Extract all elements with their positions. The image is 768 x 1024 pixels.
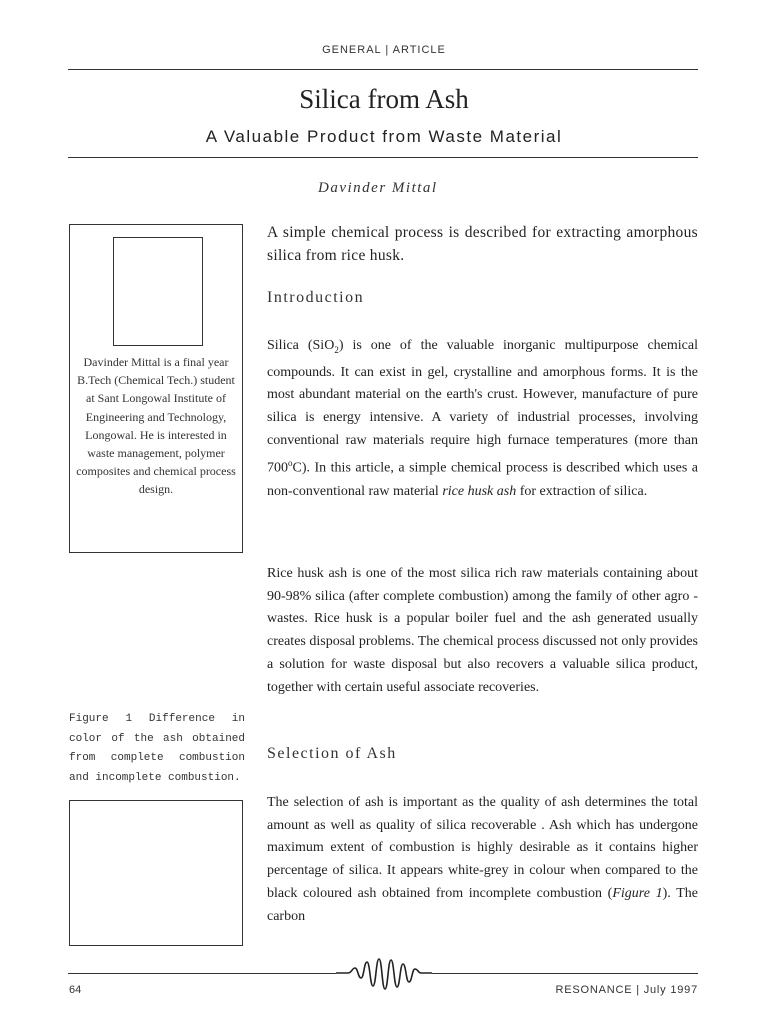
figure-reference: Figure 1	[612, 885, 663, 901]
resonance-wave-logo	[336, 956, 432, 992]
author-photo-placeholder	[113, 237, 203, 346]
rice-husk-ash-term: rice husk ash	[442, 483, 517, 499]
title-rule	[68, 157, 698, 158]
lead-paragraph: A simple chemical process is described for extracting amorphous silica from rice husk.	[267, 224, 698, 264]
article-title: Silica from Ash	[299, 84, 469, 114]
selection-paragraph-1: The selection of ash is important as the quality of ash determines the total amount as well as quality of silica recoverable . Ash which has undergone maximum extent of combustion is highly desirable as it contains higher percentage of silica. It appears white-grey in colour when compared to the black coloured ash obtained from incomplete combustion (Figure 1). The carbon	[267, 795, 698, 924]
introduction-heading: Introduction	[267, 289, 365, 306]
figure-caption: Figure 1 Difference in color of the ash obtained from complete combustion and incomplete combustion.	[69, 713, 245, 784]
author-bio: Davinder Mittal is a final year B.Tech (Chemical Tech.) student at Sant Longowal Institute of Engineering and Technology, Longowal. He is interested in waste management, polymer composites and chemical process design.	[76, 355, 236, 497]
introduction-paragraph-1: Silica (SiO$_2$) is one of the valuable inorganic multipurpose chemical compounds. It can exist in gel, crystalline and amorphous forms. It is the most abundant material on the earth's crust. However, manufacture of pure silica is energy intensive. A variety of industrial processes, involving conventional raw materials require high furnace temperatures (more than 700$^o$C). In this article, a simple chemical process is described which uses a non-conventional raw material rice husk ash for extraction of silica.	[267, 338, 698, 499]
author-name: Davinder Mittal	[318, 180, 438, 196]
journal-name-date: RESONANCE | July 1997	[555, 984, 698, 996]
selection-heading: Selection of Ash	[267, 745, 397, 762]
introduction-paragraph-2: Rice husk ash is one of the most silica rich raw materials containing about 90-98% silica (after complete combustion) among the family of other agro - wastes. Rice husk is a popular boiler fuel and the ash generated usually creates disposal problems. The chemical process discussed not only provides a solution for waste disposal but also recovers a valuable silica product, together with certain useful associate recoveries.	[267, 566, 698, 695]
header-rule	[68, 69, 698, 70]
figure-1-placeholder	[69, 800, 243, 946]
section-label: GENERAL | ARTICLE	[322, 44, 446, 56]
author-bio-box	[69, 224, 243, 553]
page-number: 64	[69, 984, 82, 996]
article-subtitle: A Valuable Product from Waste Material	[205, 127, 563, 146]
